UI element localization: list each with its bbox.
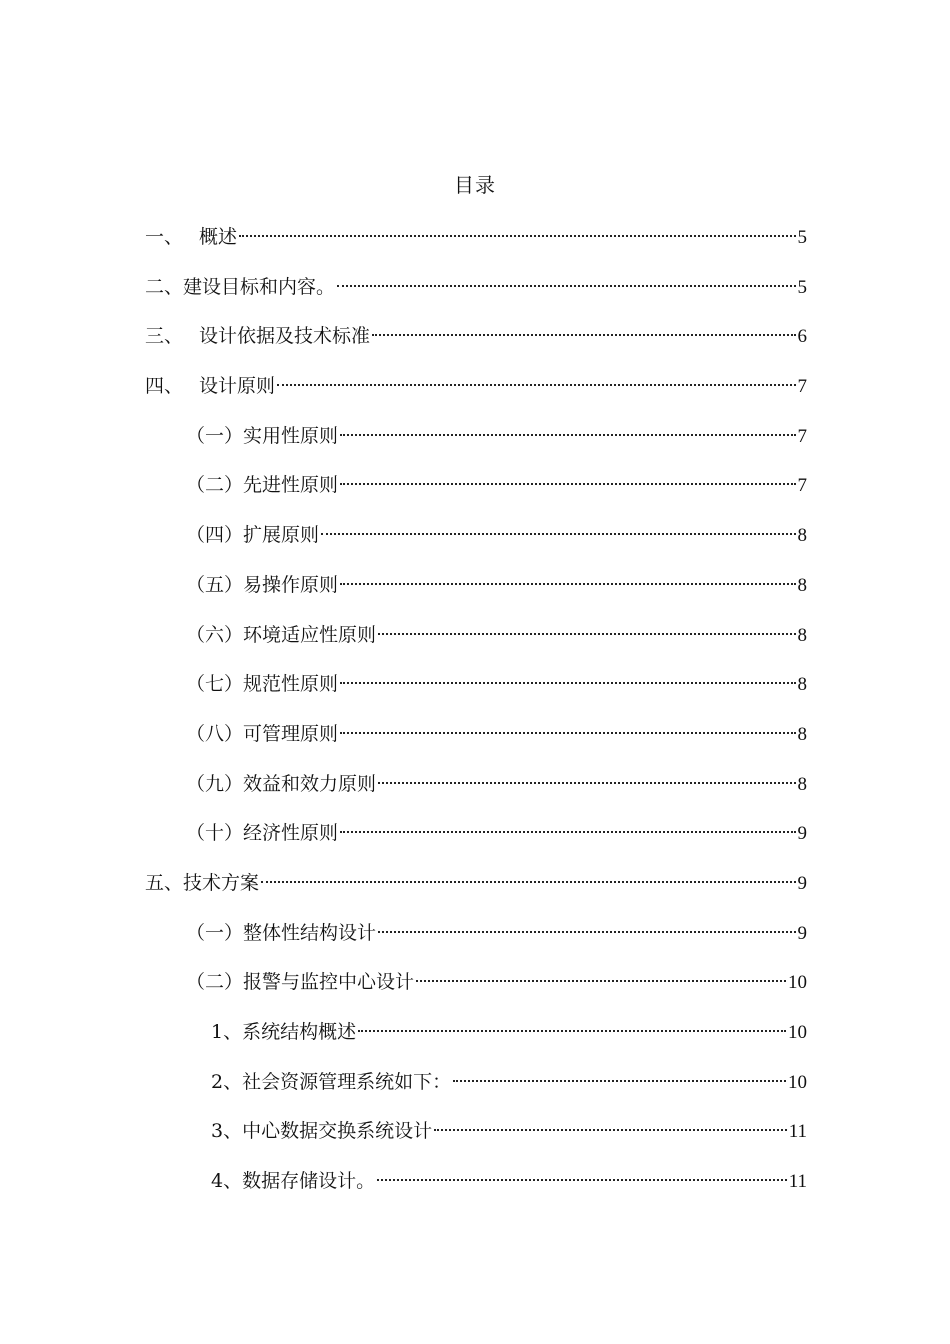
toc-entry[interactable] xyxy=(0,421,950,471)
toc-entry-title: 规范性原则 xyxy=(243,673,339,696)
toc-entry[interactable] xyxy=(0,520,950,570)
toc-dot-leader xyxy=(340,434,795,436)
toc-dot-leader xyxy=(239,235,795,237)
toc-entry-number: 四、 xyxy=(145,375,184,398)
toc-entry[interactable] xyxy=(0,868,950,918)
toc-page-number: 7 xyxy=(797,425,807,447)
toc-entry-number: （八） xyxy=(186,722,244,745)
toc-entry-title: 报警与监控中心设计 xyxy=(243,971,415,994)
toc-entry-number: （二） xyxy=(186,474,244,497)
toc-title: 目录 xyxy=(454,173,496,197)
toc-entry-number: 五、 xyxy=(145,871,184,894)
toc-dot-leader xyxy=(340,831,795,833)
toc-entry-title: 设计原则 xyxy=(199,375,276,398)
toc-entry[interactable] xyxy=(0,371,950,421)
toc-page-number: 7 xyxy=(797,475,807,497)
toc-entry[interactable] xyxy=(0,769,950,819)
toc-page-number: 8 xyxy=(797,773,807,795)
toc-entry-number: 1、 xyxy=(211,1021,243,1043)
toc-page-number: 10 xyxy=(788,1022,807,1043)
toc-entry-number: （四） xyxy=(186,524,244,547)
toc-entry-number: （一） xyxy=(186,424,244,447)
toc-dot-leader xyxy=(416,980,786,982)
toc-entry[interactable] xyxy=(0,669,950,719)
toc-entry[interactable] xyxy=(0,470,950,520)
toc-entry-title: 概述 xyxy=(199,226,238,248)
toc-entry[interactable] xyxy=(0,1116,950,1166)
toc-entry-number: （九） xyxy=(186,772,244,795)
toc-entry-title: 系统结构概述 xyxy=(242,1021,357,1043)
toc-page-number: 11 xyxy=(788,1171,807,1193)
toc-page-number: 5 xyxy=(797,227,807,248)
toc-entry-number: （五） xyxy=(186,573,244,596)
toc-entry-number: 3、 xyxy=(211,1120,243,1143)
toc-page-number: 9 xyxy=(797,823,807,845)
toc-entry-title: 技术方案 xyxy=(183,871,260,894)
toc-entry[interactable] xyxy=(0,918,950,968)
toc-entry-title: 社会资源管理系统如下： xyxy=(242,1070,452,1093)
toc-entry-number: （二） xyxy=(186,971,244,994)
toc-dot-leader xyxy=(372,334,795,336)
toc-dot-leader xyxy=(261,881,795,883)
toc-entry-number: （七） xyxy=(186,673,244,696)
toc-entry-number: （一） xyxy=(186,921,244,944)
toc-entry-title: 整体性结构设计 xyxy=(243,921,377,944)
toc-page-number: 10 xyxy=(788,1071,807,1093)
toc-dot-leader xyxy=(277,384,795,386)
toc-entry-title: 可管理原则 xyxy=(243,722,339,745)
toc-dot-leader xyxy=(340,583,795,585)
toc-entry-number: （十） xyxy=(186,822,244,845)
toc-entry-title: 环境适应性原则 xyxy=(243,623,377,646)
toc-page-number: 6 xyxy=(797,326,807,348)
toc-entry-title: 数据存储设计。 xyxy=(242,1170,376,1193)
toc-dot-leader xyxy=(340,732,795,734)
toc-entry-title: 经济性原则 xyxy=(243,822,339,845)
toc-entry[interactable] xyxy=(0,967,950,1017)
toc-page-number: 11 xyxy=(788,1121,807,1143)
toc-page-number: 9 xyxy=(797,922,807,944)
toc-dot-leader xyxy=(434,1129,787,1131)
toc-entry[interactable] xyxy=(0,1166,950,1216)
toc-entry-number: 三、 xyxy=(145,325,184,348)
toc-dot-leader xyxy=(340,483,795,485)
toc-dot-leader xyxy=(377,1179,787,1181)
toc-dot-leader xyxy=(321,533,795,535)
toc-dot-leader xyxy=(358,1030,786,1032)
toc-dot-leader xyxy=(378,782,795,784)
toc-entry-title: 扩展原则 xyxy=(243,524,320,547)
toc-entry[interactable] xyxy=(0,222,950,272)
toc-entry-title: 建设目标和内容。 xyxy=(183,275,336,298)
toc-dot-leader xyxy=(337,285,795,287)
toc-page-number: 8 xyxy=(797,674,807,696)
toc-entry[interactable] xyxy=(0,321,950,371)
toc-dot-leader xyxy=(340,682,795,684)
toc-entry-number: 2、 xyxy=(211,1070,243,1093)
toc-entry-number: （六） xyxy=(186,623,244,646)
toc-entry-title: 效益和效力原则 xyxy=(243,772,377,795)
toc-entry[interactable] xyxy=(0,818,950,868)
toc-page-number: 9 xyxy=(797,872,807,894)
toc-dot-leader xyxy=(378,633,795,635)
toc-entry-title: 实用性原则 xyxy=(243,424,339,447)
toc-page-number: 8 xyxy=(797,574,807,596)
toc-page-number: 7 xyxy=(797,376,807,398)
toc-dot-leader xyxy=(453,1080,786,1082)
toc-list xyxy=(0,222,950,1216)
toc-entry[interactable] xyxy=(0,1017,950,1067)
toc-entry[interactable] xyxy=(0,570,950,620)
toc-dot-leader xyxy=(378,931,795,933)
toc-page-number: 8 xyxy=(797,525,807,547)
toc-page-number: 8 xyxy=(797,624,807,646)
toc-page-number: 5 xyxy=(797,276,807,298)
toc-entry[interactable] xyxy=(0,1067,950,1117)
toc-page-number: 10 xyxy=(788,972,807,994)
toc-entry-number: 一、 xyxy=(145,226,184,248)
toc-entry-title: 中心数据交换系统设计 xyxy=(242,1120,433,1143)
toc-entry[interactable] xyxy=(0,272,950,322)
toc-entry-title: 先进性原则 xyxy=(243,474,339,497)
toc-page-number: 8 xyxy=(797,723,807,745)
toc-entry-title: 易操作原则 xyxy=(243,573,339,596)
toc-entry-title: 设计依据及技术标准 xyxy=(199,325,371,348)
toc-entry-number: 二、 xyxy=(145,275,184,298)
toc-entry-number: 4、 xyxy=(211,1170,243,1193)
toc-entry[interactable] xyxy=(0,620,950,670)
toc-entry[interactable] xyxy=(0,719,950,769)
